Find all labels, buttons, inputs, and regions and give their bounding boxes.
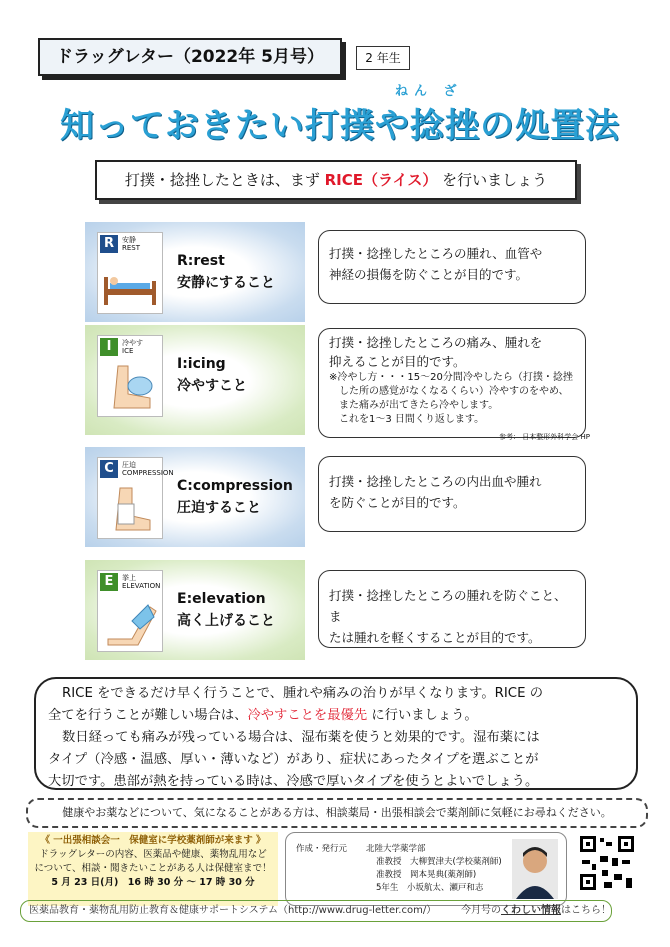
rest-title-jp: 安静にすること (177, 275, 275, 291)
rest-letter: R (100, 235, 118, 253)
bandage-icon (106, 486, 156, 534)
icing-card-en: ICE (122, 347, 134, 355)
footer-more-info[interactable]: 今月号のくわしい情報はこちら！ (461, 905, 611, 916)
elevation-description (318, 570, 586, 648)
icing-note-1: ※冷やし方・・・15～20分間冷やしたら（打撲・捻挫 (329, 372, 573, 383)
compression-card (97, 457, 174, 539)
elevation-line-2: たは腫れを軽くすることが目的です。 (329, 630, 541, 645)
icing-card (97, 335, 163, 417)
summary-line-1: RICE をできるだけ早く行うことで、腫れや痛みの治りが早くなります。RICE の (62, 686, 544, 701)
icing-note-4: これを1～3 日間くり返します。 (339, 414, 485, 425)
raised-arm-icon (102, 599, 158, 647)
rest-title-en: R:rest (177, 253, 225, 269)
summary-line-5: 大切です。患部が熱を持っている時は、冷感で厚いタイプを使うとよいでしょう。 (48, 774, 539, 789)
reference-note: 参考： 日本整形外科学会 HP (499, 433, 590, 441)
compression-description (318, 456, 586, 532)
step-rest (85, 222, 305, 322)
elevation-card-jp: 挙上 (122, 574, 136, 582)
intro-pre: 打撲・捻挫したときは、まず (124, 171, 325, 189)
summary-line-3: 数日経っても痛みが残っている場合は、湿布薬を使うと効果的です。湿布薬には (62, 730, 540, 745)
compression-line-2: を防ぐことが目的です。 (329, 495, 466, 510)
icing-card-jp: 冷やす (122, 339, 143, 347)
elevation-letter: E (100, 573, 118, 591)
summary-highlight: 冷やすことを最優先 (247, 708, 368, 723)
rest-card-jp: 安静 (122, 236, 136, 244)
qr-code-icon[interactable] (578, 834, 636, 892)
ruby-nenza: ねん ざ (395, 84, 463, 99)
intro-post: を行いましょう (437, 171, 548, 189)
page-title: 知っておきたい打撲や捻挫の処置法 (60, 106, 620, 146)
compression-card-en: COMPRESSION (122, 469, 174, 477)
consult-line-2: ドラッグレターの内容、医薬品や健康、薬物乱用など (39, 849, 267, 860)
icing-description (318, 328, 586, 438)
rice-intro (95, 160, 577, 200)
rest-card-en: REST (122, 244, 141, 252)
summary-line-4: タイプ（冷感・温感、厚い・薄いなど）があり、症状にあったタイプを選ぶことが (48, 752, 539, 767)
foot-ice-icon (104, 364, 158, 412)
grade-badge: 2 年生 (356, 46, 410, 70)
elevation-line-1: 打撲・捻挫したところの腫れを防ぐこと、ま (329, 588, 567, 624)
elevation-title-jp: 高く上げること (177, 613, 275, 629)
intro-rice: RICE（ライス） (324, 171, 438, 189)
newsletter-header: ドラッグレター（2022年 5月号） (38, 38, 342, 76)
advice-banner: 健康やお薬などについて、気になることがある方は、相談薬局・出張相談会で薬剤師に気軽にお尋ねください。 (26, 798, 648, 828)
more-info-link[interactable]: くわしい情報 (501, 905, 561, 916)
author-person-3: 5年生 小坂航太、瀬戸和志 (376, 883, 484, 893)
compression-letter: C (100, 460, 118, 478)
elevation-card-en: ELEVATION (122, 582, 161, 590)
rest-description (318, 230, 586, 304)
author-person-2: 准教授 岡本晃典(薬剤師) (376, 870, 477, 880)
icing-line-1: 打撲・捻挫したところの痛み、腫れを (329, 335, 543, 350)
icing-note-2: した所の感覚がなくなるくらい）冷やすのをやめ、 (339, 386, 569, 397)
author-person-1: 准教授 大柳賀津夫(学校薬剤師) (376, 857, 502, 867)
footer-system-link[interactable]: 医薬品教育・薬物乱用防止教育＆健康サポートシステム（http://www.drug-letter.com/） (29, 905, 437, 916)
summary-line-2: 全てを行うことが難しい場合は、冷やすことを最優先 に行いましょう。 (48, 708, 478, 723)
icing-line-2: 抑えることが目的です。 (329, 354, 466, 369)
step-elevation (85, 560, 305, 660)
rest-card (97, 232, 163, 314)
author-label: 作成・発行元 (296, 844, 348, 854)
rest-line-2: 神経の損傷を防ぐことが目的です。 (329, 267, 529, 282)
step-icing (85, 325, 305, 435)
author-box (285, 832, 567, 906)
icing-letter: I (100, 338, 118, 356)
consult-line-3: について、相談・聞きたいことがある人は保健室まで！ (34, 863, 272, 874)
compression-card-jp: 圧迫 (122, 461, 136, 469)
consultation-box (28, 832, 278, 906)
consult-date: 5 月 23 日(月) 16 時 30 分 ～ 17 時 30 分 (51, 877, 255, 888)
icing-title-en: I:icing (177, 356, 226, 372)
consult-title: 《 一出張相談会一 保健室に学校薬剤師が来ます 》 (40, 835, 266, 846)
elevation-title-en: E:elevation (177, 591, 266, 607)
author-org: 北陸大学薬学部 (366, 844, 426, 854)
icing-note-3: また痛みが出てきたら冷やします。 (339, 400, 499, 411)
author-photo (512, 839, 558, 899)
compression-title-en: C:compression (177, 478, 293, 494)
icing-title-jp: 冷やすこと (177, 378, 247, 394)
summary-box (34, 677, 638, 790)
compression-title-jp: 圧迫すること (177, 500, 261, 516)
elevation-card (97, 570, 163, 652)
compression-line-1: 打撲・捻挫したところの内出血や腫れ (329, 474, 542, 489)
footer-bar (20, 900, 612, 922)
bed-icon (102, 267, 158, 307)
step-compression (85, 447, 305, 547)
rest-line-1: 打撲・捻挫したところの腫れ、血管や (329, 246, 543, 261)
